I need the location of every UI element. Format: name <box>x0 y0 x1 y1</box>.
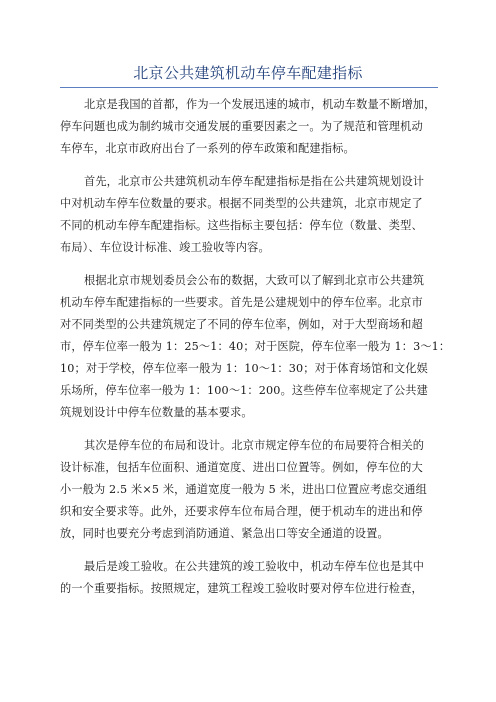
title-underline <box>60 87 438 88</box>
paragraph-2-line-2: 中对机动车停车位数量的要求。根据不同类型的公共建筑，北京市规定了 <box>60 197 423 210</box>
paragraph-1-line-3: 车停车，北京市政府出台了一系列的停车政策和配建指标。 <box>60 142 355 155</box>
paragraph-4-line-1: 其次是停车位的布局和设计。北京市规定停车位的布局要符合相关的 <box>84 439 425 452</box>
paragraph-3-line-7: 筑规划设计中停车位数量的基本要求。 <box>60 406 253 419</box>
paragraph-1-line-1: 北京是我国的首都，作为一个发展迅速的城市，机动车数量不断增加， <box>84 98 436 111</box>
paragraph-1-line-2: 停车问题也成为制约城市交通发展的重要因素之一。为了规范和管理机动 <box>60 120 423 133</box>
paragraph-3-line-5: 10；对于学校，停车位率一般为 1：10～1：30；对于体育场馆和文化娱 <box>60 362 428 375</box>
paragraph-3-line-3: 对不同类型的公共建筑规定了不同的停车位率，例如，对于大型商场和超 <box>60 318 423 331</box>
paragraph-3-line-2: 机动车停车配建指标的一些要求。首先是公建规划中的停车位率。北京市 <box>60 296 423 309</box>
paragraph-2-line-1: 首先，北京市公共建筑机动车停车配建指标是指在公共建筑规划设计 <box>84 175 425 188</box>
paragraph-4-line-2: 设计标准，包括车位面积、通道宽度、进出口位置等。例如，停车位的大 <box>60 461 423 474</box>
paragraph-4-line-5: 放，同时也要充分考虑到消防通道、紧急出口等安全通道的设置。 <box>60 527 389 540</box>
paragraph-5-line-1: 最后是竣工验收。在公共建筑的竣工验收中，机动车停车位也是其中 <box>84 560 425 573</box>
paragraph-4-line-4: 织和安全要求等。此外，还要求停车位布局合理，便于机动车的进出和停 <box>60 505 423 518</box>
paragraph-4-line-3: 小一般为 2.5 米×5 米，通道宽度一般为 5 米，进出口位置应考虑交通组 <box>60 483 427 496</box>
paragraph-3-line-1: 根据北京市规划委员会公布的数据，大致可以了解到北京市公共建筑 <box>84 274 425 287</box>
paragraph-2-line-3: 不同的机动车停车配建指标。这些指标主要包括：停车位（数量、类型、 <box>60 219 423 232</box>
paragraph-5-line-2: 的一个重要指标。按照规定，建筑工程竣工验收时要对停车位进行检查， <box>60 582 423 595</box>
paragraph-3-line-6: 乐场所，停车位率一般为 1：100～1：200。这些停车位率规定了公共建 <box>60 384 428 397</box>
paragraph-3-line-4: 市，停车位率一般为 1：25～1：40；对于医院，停车位率一般为 1：3～1： <box>60 340 451 353</box>
paragraph-2-line-4: 布局）、车位设计标准、竣工验收等内容。 <box>60 241 270 254</box>
document-title: 北京公共建筑机动车停车配建指标 <box>133 64 363 82</box>
